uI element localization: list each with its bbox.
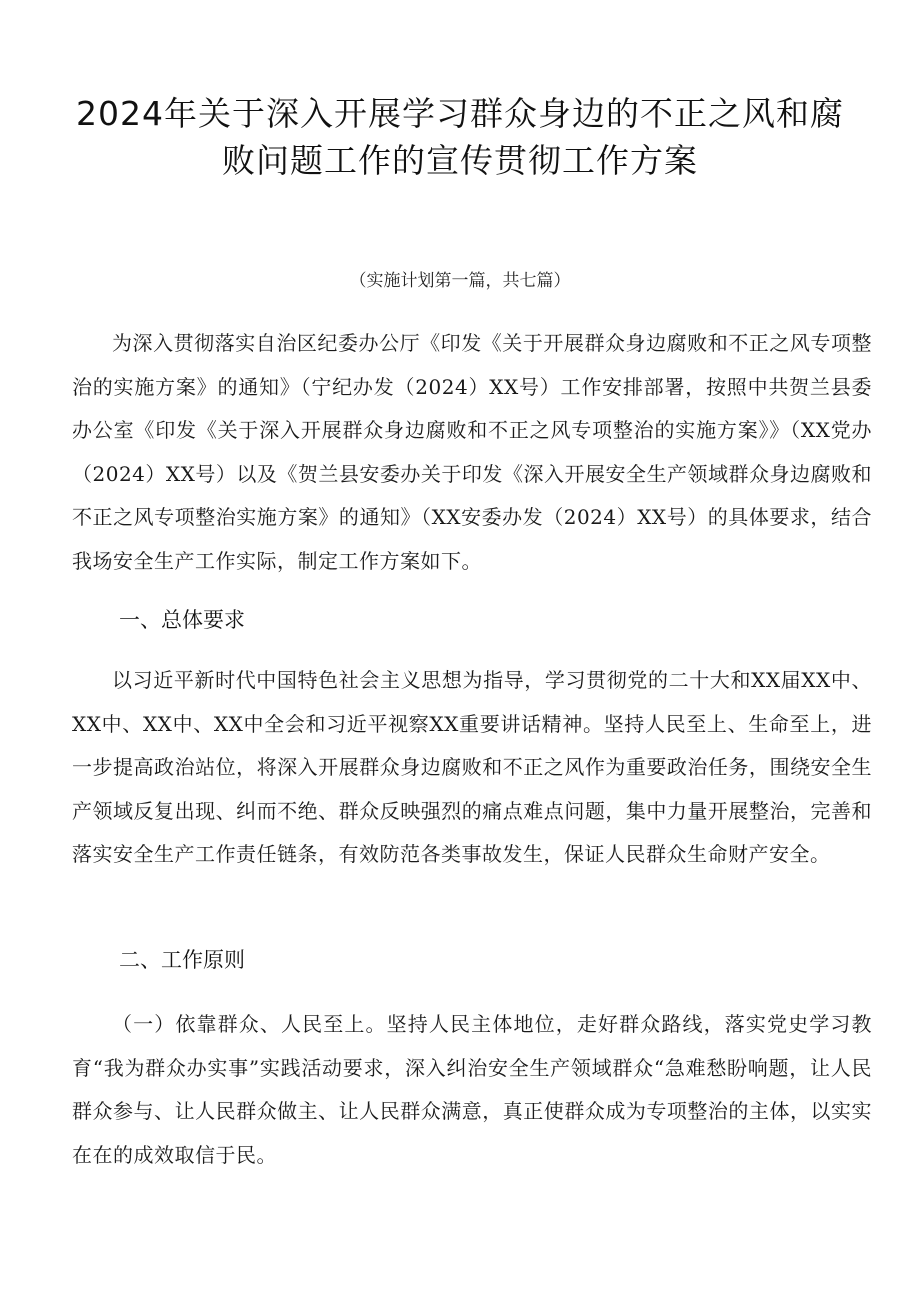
document-subtitle: （实施计划第一篇，共七篇） — [349, 271, 571, 291]
work-principle-item-1: （一）依靠群众、人民至上。坚持人民主体地位，走好群众路线，落实党史学习教育“我为群众办实事”实践活动要求，深入纠治安全生产领域群众“急难愁盼响题，让人民群众参与、让人民群众做主、让人民群众满意，真正使群众成为专项整治的主体，以实实在在的成效取信于民。 — [72, 1012, 872, 1167]
document-title-line-1: 2024年关于深入开展学习群众身边的不正之风和腐 — [76, 94, 844, 133]
general-requirements-paragraph: 以习近平新时代中国特色社会主义思想为指导，学习贯彻党的二十大和XX届XX中、XX中、XX中、XX中全会和习近平视察XX重要讲话精神。坚持人民至上、生命至上，进一步提高政治站位，将深入开展群众身边腐败和不正之风作为重要政治任务，围绕安全生产领域反复出现、纠而不绝、群众反映强烈的痛点难点问题，集中力量开展整治，完善和落实安全生产工作责任链条，有效防范各类事故发生，保证人民群众生命财产安全。 — [72, 668, 872, 866]
document-title-line-2: 败问题工作的宣传贯彻工作方案 — [222, 141, 698, 180]
section-heading-general-requirements: 一、总体要求 — [119, 608, 245, 632]
intro-paragraph: 为深入贯彻落实自治区纪委办公厅《印发《关于开展群众身边腐败和不正之风专项整治的实施方案》的通知》（宁纪办发（2024）XX号）工作安排部署，按照中共贺兰县委办公室《印发《关于深入开展群众身边腐败和不正之风专项整治的实施方案》》（XX党办（2024）XX号）以及《贺兰县安委办关于印发《深入开展安全生产领域群众身边腐败和不正之风专项整治实施方案》的通知》（XX安委办发（2024）XX号）的具体要求，结合我场安全生产工作实际，制定工作方案如下。 — [72, 331, 872, 573]
section-heading-work-principles: 二、工作原则 — [119, 948, 245, 972]
